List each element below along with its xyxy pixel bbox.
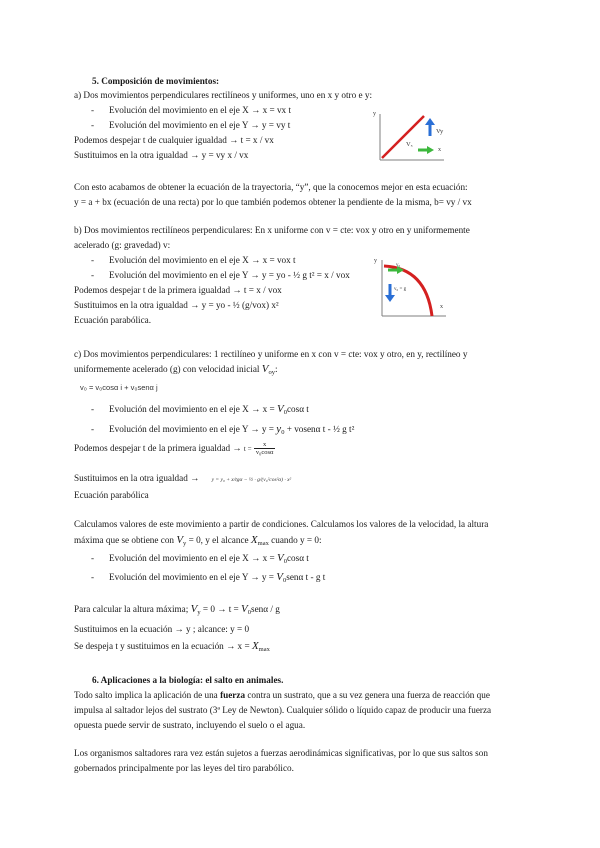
fig1-vy-label: Vy xyxy=(436,128,444,135)
part-b-parabolic: Ecuación parabólica. xyxy=(74,315,152,325)
part-a-substitute: Sustituimos en la otra igualdad → y = vy x / vx xyxy=(74,150,249,160)
fig1-y-label: y xyxy=(373,111,376,117)
part-b-intro-1: b) Dos movimientos rectilíneos perpendiculares: En x uniforme con v = cte: vox y otro en y uniformemente xyxy=(74,225,470,235)
t-fraction xyxy=(254,441,276,456)
part-c-solve-t xyxy=(74,441,275,456)
max-height-text: Para calcular la altura máxima; xyxy=(74,604,189,614)
s6-p1-text-b: contra un sustrato, que a su vez genera una fuerza de reacción que xyxy=(245,690,490,700)
part-c-x-motion xyxy=(109,402,309,420)
v0-subscript: 0 xyxy=(283,558,287,565)
calc-intro-2-b: = 0, y el alcance xyxy=(188,535,249,545)
parabolic-formula: y = y₀ + x/tgα − ½ · g/(v₀²cos²α) · x² xyxy=(211,477,292,483)
part-a-intro: a) Dos movimientos perpendiculares rectilíneos y uniformes, uno en x y otro e y: xyxy=(74,90,373,100)
part-a-y-motion: Evolución del movimiento en el eje Y → y = vy t xyxy=(109,120,291,130)
part-b-solve-t: Podemos despejar t de la primera igualdad → t = x / vox xyxy=(74,285,282,295)
part-b-y-motion: Evolución del movimiento en el eje Y → y = yo - ½ g t² = x / vox xyxy=(109,270,350,280)
voy-symbol: V xyxy=(261,363,269,375)
v0-subscript: 0 xyxy=(247,609,252,616)
linear-trajectory-figure xyxy=(368,110,448,165)
s6-paragraph-2-line-1: Los organismos saltadores rara vez están sujetos a fuerzas aerodinámicas significativas, por lo que sus saltos son xyxy=(74,748,488,758)
substitute-equation: Sustituimos en la ecuación → y ; alcance: y = 0 xyxy=(74,624,250,634)
part-a-conclusion-2: y = a + bx (ecuación de una recta) por lo que también podemos obtener la pendiente de la misma, b= vy / vx xyxy=(74,197,472,207)
v0-symbol: V xyxy=(276,403,284,415)
xmax-symbol: X xyxy=(251,640,259,652)
section-5-title: 5. Composición de movimientos: xyxy=(92,76,220,86)
voy-subscript: oy xyxy=(268,369,275,376)
t-denominator: v₀cosα xyxy=(255,449,274,457)
s6-paragraph-2-line-2: gobernados principalmente por las leyes del tiro parabólico. xyxy=(74,763,294,773)
part-a-conclusion-1: Con esto acabamos de obtener la ecuación de la trayectoria, “y”, que la conocemos mejor en esta ecuación: xyxy=(74,182,468,192)
vy-symbol: V xyxy=(190,603,198,615)
y0-symbol: y xyxy=(276,423,282,435)
parabolic-trajectory-figure xyxy=(372,258,448,320)
part-a-x-motion: Evolución del movimiento en el eje X → x = vx t xyxy=(109,105,292,115)
max-height-mid: = 0 → t = xyxy=(202,604,239,614)
s6-p1-bold-fuerza: fuerza xyxy=(220,690,246,700)
section-6-title: 6. Aplicaciones a la biología: el salto en animales. xyxy=(92,675,284,685)
fig2-v0-label: v₀ xyxy=(396,263,401,268)
calc-y-text: Evolución del movimiento en el eje Y → y = xyxy=(109,572,277,582)
bullet-dash: - xyxy=(91,553,95,563)
v0-subscript: 0 xyxy=(283,409,287,416)
bullet-dash: - xyxy=(91,120,95,130)
max-height-line xyxy=(74,602,280,620)
vx-arrowhead xyxy=(427,146,434,154)
t-numerator: x xyxy=(254,441,276,449)
voy-colon: : xyxy=(274,364,278,374)
calc-x-motion xyxy=(109,551,309,569)
part-c-solve-text: Podemos despejar t de la primera igualdad → xyxy=(74,443,242,453)
calc-intro-1: Calculamos valores de este movimiento a partir de condiciones. Calculamos los valores de la velocidad, la altura xyxy=(74,519,489,529)
xmax-subscript: max xyxy=(258,646,270,653)
fig2-x-label: x xyxy=(440,304,443,310)
vy-subscript: y xyxy=(197,609,201,616)
part-c-x-rest: cosα t xyxy=(286,404,309,414)
fig1-x-label: x xyxy=(438,147,441,153)
bullet-dash: - xyxy=(91,424,95,434)
part-c-y-rest: + vosenα t - ½ g t² xyxy=(284,424,355,434)
part-c-intro-2 xyxy=(74,362,278,380)
xmax-symbol: X xyxy=(250,534,258,546)
calc-x-text: Evolución del movimiento en el eje X → x = xyxy=(109,553,277,563)
part-b-substitute: Sustituimos en la otra igualdad → y = yo - ½ (g/vox) x² xyxy=(74,300,279,310)
part-c-substitute xyxy=(74,471,291,487)
v0-symbol: V xyxy=(241,603,248,615)
fig2-y-label: y xyxy=(374,258,377,264)
xmax-subscript: max xyxy=(257,540,269,547)
s6-paragraph-1-line-2: impulsa al saltador lejos del sustrato (3ª Ley de Newton). Cualquier sólido o líquido capaz de producir una fuerza xyxy=(74,705,492,715)
calc-y-rest: senα t - g t xyxy=(286,572,326,582)
y0-subscript: 0 xyxy=(281,429,285,436)
part-c-substitute-text: Sustituimos en la otra igualdad → xyxy=(74,473,200,483)
bullet-dash: - xyxy=(91,105,95,115)
part-c-x-text: Evolución del movimiento en el eje X → x = xyxy=(109,404,277,414)
t-equals: t = xyxy=(243,445,252,453)
solve-xmax-text: Se despeja t y sustituimos en la ecuación → x = xyxy=(74,641,250,651)
part-c-intro-1: c) Dos movimientos perpendiculares: 1 rectilíneo y uniforme en x con v = cte: vox y otro, en y, rectilíneo y xyxy=(74,349,468,359)
calc-intro-2-a: máxima que se obtiene con xyxy=(74,535,175,545)
calc-x-rest: cosα t xyxy=(286,553,309,563)
fig2-g-label: v₀ = g xyxy=(394,287,407,292)
bullet-dash: - xyxy=(91,572,95,582)
s6-paragraph-1-line-3: opuesta puede servir de sustrato, incluyendo el suelo o el agua. xyxy=(74,720,306,730)
fig1-vx-label: Vₓ xyxy=(406,141,413,148)
solve-xmax-line xyxy=(74,639,270,657)
v0-subscript: 0 xyxy=(283,577,287,584)
g-arrowhead xyxy=(385,295,395,302)
part-c-y-text: Evolución del movimiento en el eje Y → y = xyxy=(109,424,277,434)
s6-paragraph-1-line-1 xyxy=(74,688,490,702)
part-b-intro-2: acelerado (g: gravedad) v: xyxy=(74,240,171,250)
calc-y-motion xyxy=(109,570,325,588)
v0-symbol: V xyxy=(276,552,284,564)
calc-intro-2-c: cuando y = 0: xyxy=(271,535,322,545)
bullet-dash: - xyxy=(91,270,95,280)
max-height-rest: senα / g xyxy=(251,604,280,614)
bullet-dash: - xyxy=(91,255,95,265)
part-c-y-motion xyxy=(109,422,354,440)
part-c-parabolic: Ecuación parabólica xyxy=(74,490,149,500)
trajectory-line xyxy=(382,116,424,158)
v0-symbol: V xyxy=(276,571,284,583)
vy-arrowhead xyxy=(425,118,435,125)
part-b-x-motion: Evolución del movimiento en el eje X → x = vox t xyxy=(109,255,296,265)
calc-intro-2 xyxy=(74,533,322,551)
part-c-intro-2-text: uniformemente acelerado (g) con velocidad inicial xyxy=(74,364,260,374)
bullet-dash: - xyxy=(91,404,95,414)
vy-symbol: V xyxy=(176,534,184,546)
s6-p1-text-a: Todo salto implica la aplicación de una xyxy=(74,690,221,700)
initial-velocity-vector: v₀ = v₀cosα i + v₀senα j xyxy=(80,383,158,392)
vy-subscript: y xyxy=(183,540,187,547)
part-a-solve-t: Podemos despejar t de cualquier igualdad → t = x / vx xyxy=(74,135,274,145)
